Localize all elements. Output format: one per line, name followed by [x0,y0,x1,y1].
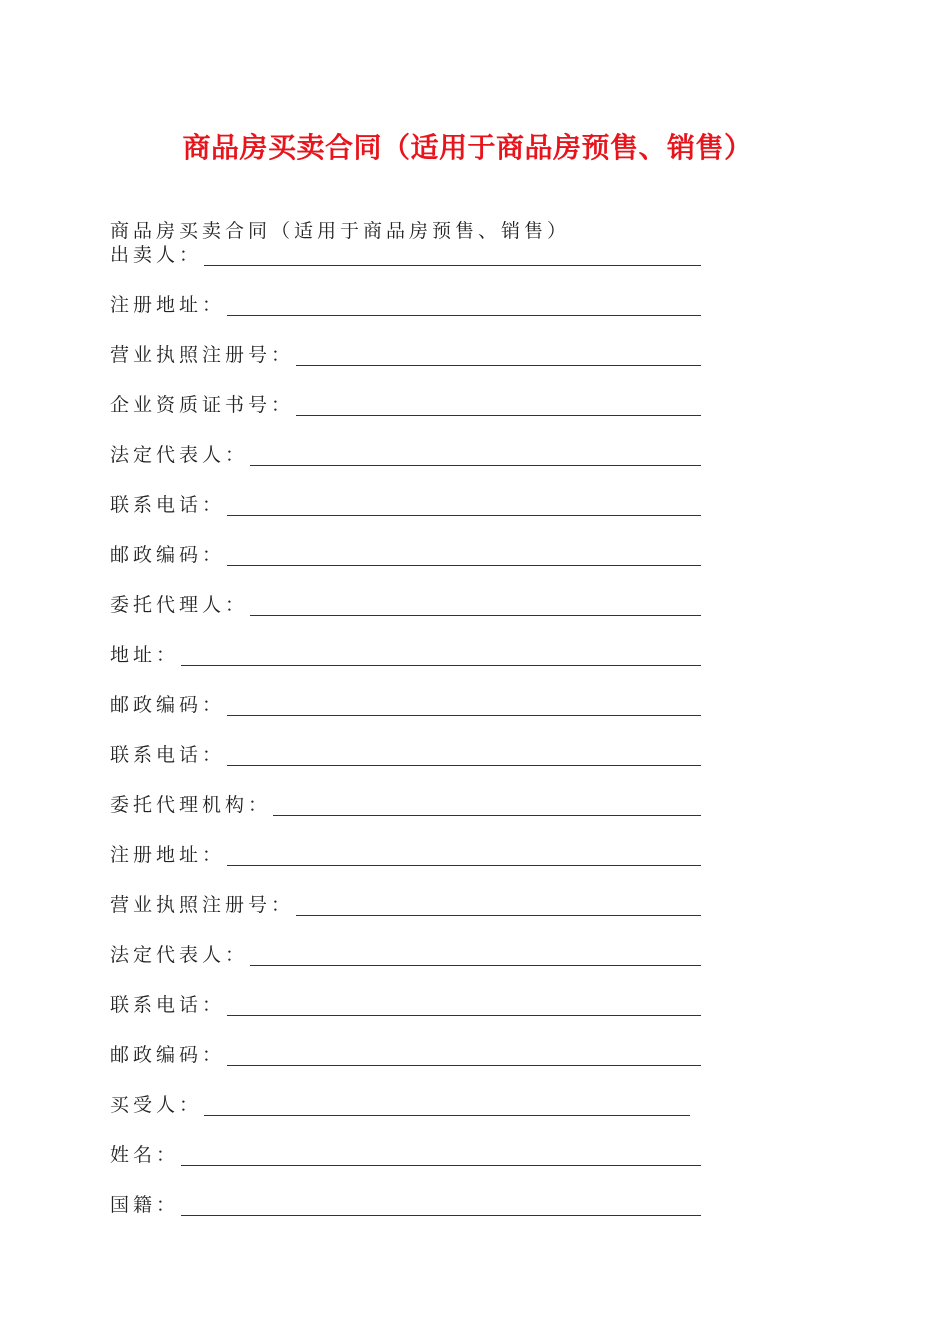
seller-business-license-label: 营业执照注册号： [110,344,295,366]
seller-registered-address-blank-line[interactable] [227,315,701,316]
seller-phone-field [110,490,701,518]
seller-blank-line[interactable] [204,265,701,266]
agency-registered-address-field [110,840,701,868]
agency-postcode-label: 邮政编码： [110,1044,226,1066]
seller-agent-address-label: 地址： [110,644,180,666]
seller-postcode-field [110,540,701,568]
seller-phone-label: 联系电话： [110,494,226,516]
buyer-name-label: 姓名： [110,1144,180,1166]
seller-registered-address-label: 注册地址： [110,294,226,316]
seller-legal-rep-blank-line[interactable] [250,465,701,466]
agency-phone-label: 联系电话： [110,994,226,1016]
seller-agent-phone-field [110,740,701,768]
buyer-name-field [110,1140,701,1168]
seller-agent-postcode-field [110,690,701,718]
buyer-label: 买受人： [110,1094,203,1116]
seller-qualification-cert-blank-line[interactable] [296,415,701,416]
contract-subtitle: 商品房买卖合同（适用于商品房预售、销售） [110,220,571,242]
seller-business-license-blank-line[interactable] [296,365,701,366]
agency-legal-rep-field [110,940,701,968]
agency-business-license-label: 营业执照注册号： [110,894,295,916]
agency-registered-address-label: 注册地址： [110,844,226,866]
seller-agent-postcode-label: 邮政编码： [110,694,226,716]
buyer-nationality-field [110,1190,701,1218]
seller-agent-field [110,590,701,618]
seller-agent-phone-blank-line[interactable] [227,765,701,766]
seller-agent-label: 委托代理人： [110,594,249,616]
agency-registered-address-blank-line[interactable] [227,865,701,866]
seller-registered-address-field [110,290,701,318]
agency-phone-field [110,990,701,1018]
contract-title: 商品房买卖合同（适用于商品房预售、销售） [182,131,753,164]
seller-agent-address-field [110,640,701,668]
seller-phone-blank-line[interactable] [227,515,701,516]
seller-postcode-blank-line[interactable] [227,565,701,566]
seller-business-license-field [110,340,701,368]
seller-agent-blank-line[interactable] [250,615,701,616]
buyer-blank-line[interactable] [204,1115,690,1116]
seller-agent-phone-label: 联系电话： [110,744,226,766]
seller-qualification-cert-label: 企业资质证书号： [110,394,295,416]
seller-legal-rep-field [110,440,701,468]
seller-field [110,240,701,268]
seller-agent-address-blank-line[interactable] [181,665,701,666]
agency-phone-blank-line[interactable] [227,1015,701,1016]
agency-label: 委托代理机构： [110,794,272,816]
seller-legal-rep-label: 法定代表人： [110,444,249,466]
buyer-nationality-blank-line[interactable] [181,1215,701,1216]
agency-postcode-blank-line[interactable] [227,1065,701,1066]
buyer-field [110,1090,690,1118]
agency-postcode-field [110,1040,701,1068]
agency-field [110,790,701,818]
buyer-nationality-label: 国籍： [110,1194,180,1216]
agency-blank-line[interactable] [273,815,701,816]
agency-business-license-field [110,890,701,918]
seller-qualification-cert-field [110,390,701,418]
seller-postcode-label: 邮政编码： [110,544,226,566]
seller-label: 出卖人： [110,244,203,266]
agency-legal-rep-blank-line[interactable] [250,965,701,966]
seller-agent-postcode-blank-line[interactable] [227,715,701,716]
buyer-name-blank-line[interactable] [181,1165,701,1166]
agency-legal-rep-label: 法定代表人： [110,944,249,966]
agency-business-license-blank-line[interactable] [296,915,701,916]
